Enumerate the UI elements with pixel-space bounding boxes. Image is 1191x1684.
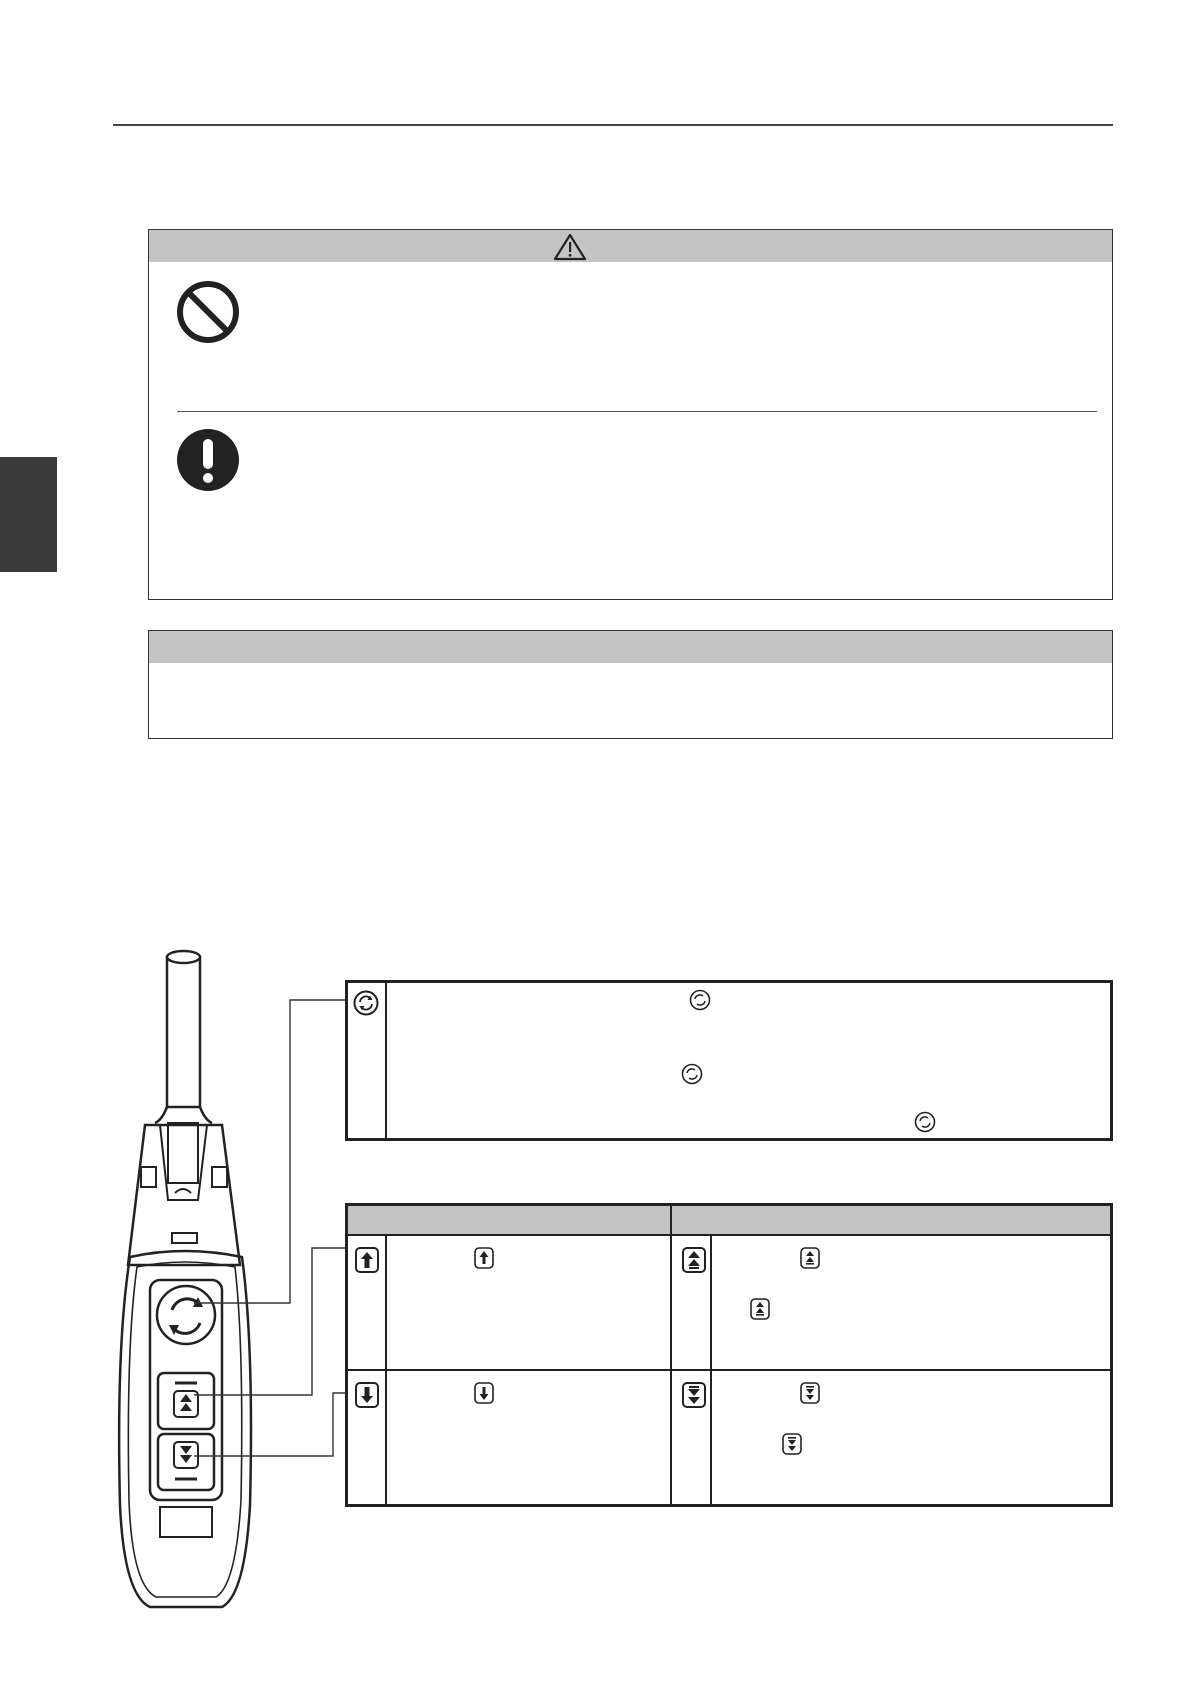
column-divider bbox=[670, 1205, 672, 1506]
power-callout-icon-divider bbox=[385, 981, 387, 1139]
double-down-arrow-icon bbox=[782, 1433, 802, 1455]
double-up-arrow-icon bbox=[682, 1247, 706, 1273]
direction-button-table bbox=[345, 1203, 1113, 1507]
up-arrow-icon bbox=[474, 1247, 494, 1269]
left-icon-column-rule bbox=[385, 1236, 387, 1506]
up-arrow-icon bbox=[355, 1247, 379, 1273]
mandatory-action-icon bbox=[175, 427, 241, 493]
power-icon bbox=[689, 989, 711, 1011]
warning-box bbox=[148, 229, 1113, 600]
down-arrow-icon bbox=[474, 1382, 494, 1404]
right-icon-column-rule bbox=[710, 1236, 712, 1506]
double-up-arrow-icon bbox=[800, 1247, 820, 1269]
power-icon bbox=[914, 1111, 936, 1133]
power-icon bbox=[681, 1063, 703, 1085]
power-icon bbox=[353, 990, 379, 1016]
power-button-callout bbox=[345, 980, 1113, 1141]
warning-box-header bbox=[149, 230, 1112, 262]
note-box bbox=[148, 630, 1113, 739]
double-down-arrow-icon bbox=[800, 1382, 820, 1404]
note-box-header bbox=[149, 631, 1112, 663]
header-rule bbox=[113, 124, 1113, 126]
down-arrow-icon bbox=[355, 1382, 379, 1408]
chapter-side-tab bbox=[0, 457, 57, 572]
header-bottom-rule bbox=[346, 1234, 1112, 1236]
double-down-arrow-icon bbox=[682, 1382, 706, 1408]
warning-divider bbox=[177, 411, 1097, 412]
prohibition-icon bbox=[175, 279, 241, 345]
leader-lines bbox=[180, 990, 350, 1470]
warning-triangle-icon bbox=[552, 232, 588, 262]
double-up-arrow-icon bbox=[750, 1298, 770, 1320]
direction-table-header bbox=[348, 1206, 1110, 1234]
row-divider bbox=[346, 1369, 1112, 1371]
